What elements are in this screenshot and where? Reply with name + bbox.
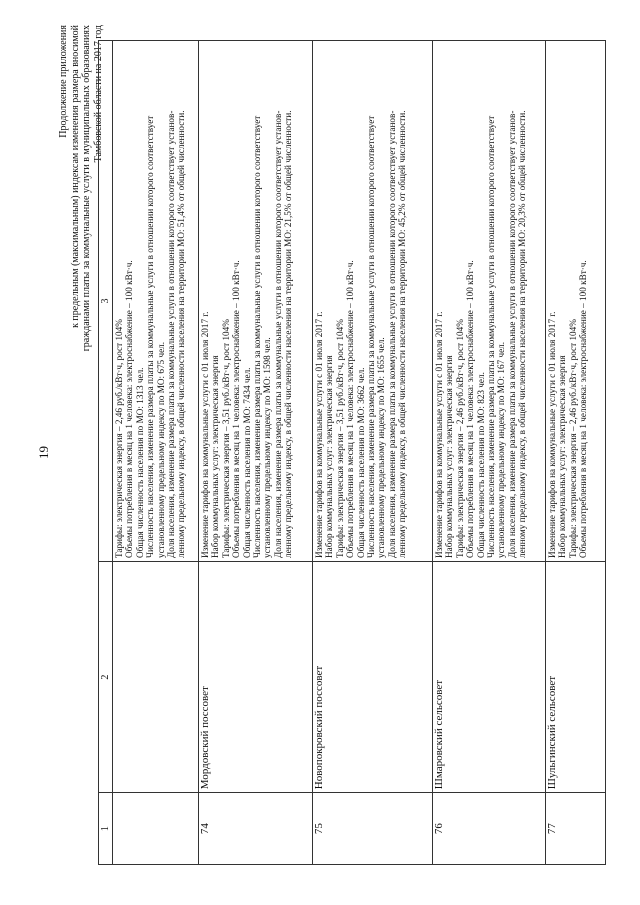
municipality-name: Новопокровский поссовет [313,562,433,793]
detail-line: Численность населения, изменение размера платы за коммунальные услуги в отношении которого соответствует [145,115,156,559]
page-number: 19 [36,446,51,459]
municipality-name: Шульгинский сельсовет [546,562,606,793]
detail-line: Набор коммунальных услуг: электрическая энергия [210,355,221,559]
detail-line: Общая численность населения по МО: 823 чел. [475,372,486,559]
detail-line: Доля населения, изменение размера платы за коммунальные услуги в отношении которого соответствует установ- [272,110,283,559]
detail-line: Изменение тарифов на коммунальные услуги с 01 июля 2017 г. [434,311,444,559]
tariff-details [313,41,433,562]
municipality-name [113,562,199,793]
col-header-1: 1 [99,793,113,865]
detail-line: ленному предельному индексу, в общей численности населения на территории МО: 20,3% от общей численности. [517,110,528,559]
tariff-details [113,41,199,562]
detail-line: ленному предельному индексу, в общей численности населения на территории МО: 51,4% от общей численности. [176,110,187,559]
table-row [546,41,606,865]
detail-line: Доля населения, изменение размера платы за коммунальные услуги в отношении которого соответствует установ- [506,110,517,559]
tariff-table [98,40,606,865]
header-line: гражданами платы за коммунальные услуги в муниципальных образованиях [81,25,92,352]
detail-line: Общая численность населения по МО: 7434 чел. [241,367,252,559]
detail-line: ленному предельному индексу, в общей численности населения на территории МО: 45,2% от общей численности. [397,110,408,559]
detail-line: Общая численность населения по МО: 1313 чел. [134,367,145,559]
table-row [313,41,433,865]
tariff-details [433,41,546,562]
row-number: 77 [546,793,606,865]
detail-line: Доля населения, изменение размера платы за коммунальные услуги в отношении которого соответствует установ- [386,110,397,559]
detail-line: установленному предельному индексу по МО: 675 чел. [155,341,166,559]
row-number [113,793,199,865]
detail-line: Изменение тарифов на коммунальные услуги с 01 июля 2017 г. [547,311,557,559]
col-header-2: 2 [99,562,113,793]
detail-line: Численность населения, изменение размера платы за коммунальные услуги в отношении которого соответствует [486,115,497,559]
detail-line: Объемы потребления в месяц на 1 человека: электроснабжение – 100 кВт·ч. [231,260,242,559]
detail-line: Объемы потребления в месяц на 1 человека: электроснабжение – 100 кВт·ч. [345,260,356,559]
detail-line: Тарифы: электрическая энергия – 2,46 руб./кВт·ч, рост 104% [567,319,578,559]
tariff-details [546,41,606,562]
header-line: Тамбовской области на 2017 год [92,25,104,163]
detail-line: Тарифы: электрическая энергия – 2,46 руб./кВт·ч, рост 104% [454,319,465,559]
detail-line: Объемы потребления в месяц на 1 человека: электроснабжение – 100 кВт·ч. [124,260,135,559]
detail-line: Изменение тарифов на коммунальные услуги с 01 июля 2017 г. [314,311,324,559]
detail-line: Тарифы: электрическая энергия – 3,51 руб./кВт·ч, рост 104% [220,319,231,559]
detail-line: Набор коммунальных услуг: электрическая энергия [444,355,455,559]
detail-line: Объемы потребления в месяц на 1 человека: электроснабжение – 100 кВт·ч. [578,260,589,559]
detail-line: установленному предельному индексу по МО: 1598 чел. [262,337,273,559]
detail-line: Объемы потребления в месяц на 1 человека: электроснабжение – 100 кВт·ч. [465,260,476,559]
detail-line: установленному предельному индексу по МО: 1655 чел. [376,337,387,559]
table-row [199,41,313,865]
header-line: к предельным (максимальным) индексам изменения размера вносимой [69,25,81,328]
detail-line: Набор коммунальных услуг: электрическая энергия [557,355,568,559]
detail-line: ленному предельному индексу, в общей численности населения на территории МО: 21,5% от общей численности. [283,110,294,559]
table-row [433,41,546,865]
detail-line: Тарифы: электрическая энергия – 2,46 руб./кВт·ч, рост 104% [114,319,124,559]
municipality-name: Мордовский поссовет [199,562,313,793]
table-row [113,41,199,865]
detail-line: Доля населения, изменение размера платы за коммунальные услуги в отношении которого соответствует установ- [166,110,177,559]
header-line: Продолжение приложения [58,25,69,138]
municipality-name: Шмаровский сельсовет [433,562,546,793]
row-number: 74 [199,793,313,865]
detail-line: установленному предельному индексу по МО: 167 чел. [496,341,507,559]
row-number: 75 [313,793,433,865]
row-number: 76 [433,793,546,865]
detail-line: Набор коммунальных услуг: электрическая энергия [324,355,335,559]
col-header-3: 3 [99,41,113,562]
detail-line: Общая численность населения по МО: 3662 чел. [355,367,366,559]
detail-line: Изменение тарифов на коммунальные услуги с 01 июля 2017 г. [200,311,210,559]
detail-line: Тарифы: электрическая энергия – 3,51 руб./кВт·ч, рост 104% [334,319,345,559]
detail-line: Численность населения, изменение размера платы за коммунальные услуги в отношении которого соответствует [252,115,263,559]
detail-line: Численность населения, изменение размера платы за коммунальные услуги в отношении которого соответствует [366,115,377,559]
tariff-details [199,41,313,562]
column-number-row [99,41,113,865]
